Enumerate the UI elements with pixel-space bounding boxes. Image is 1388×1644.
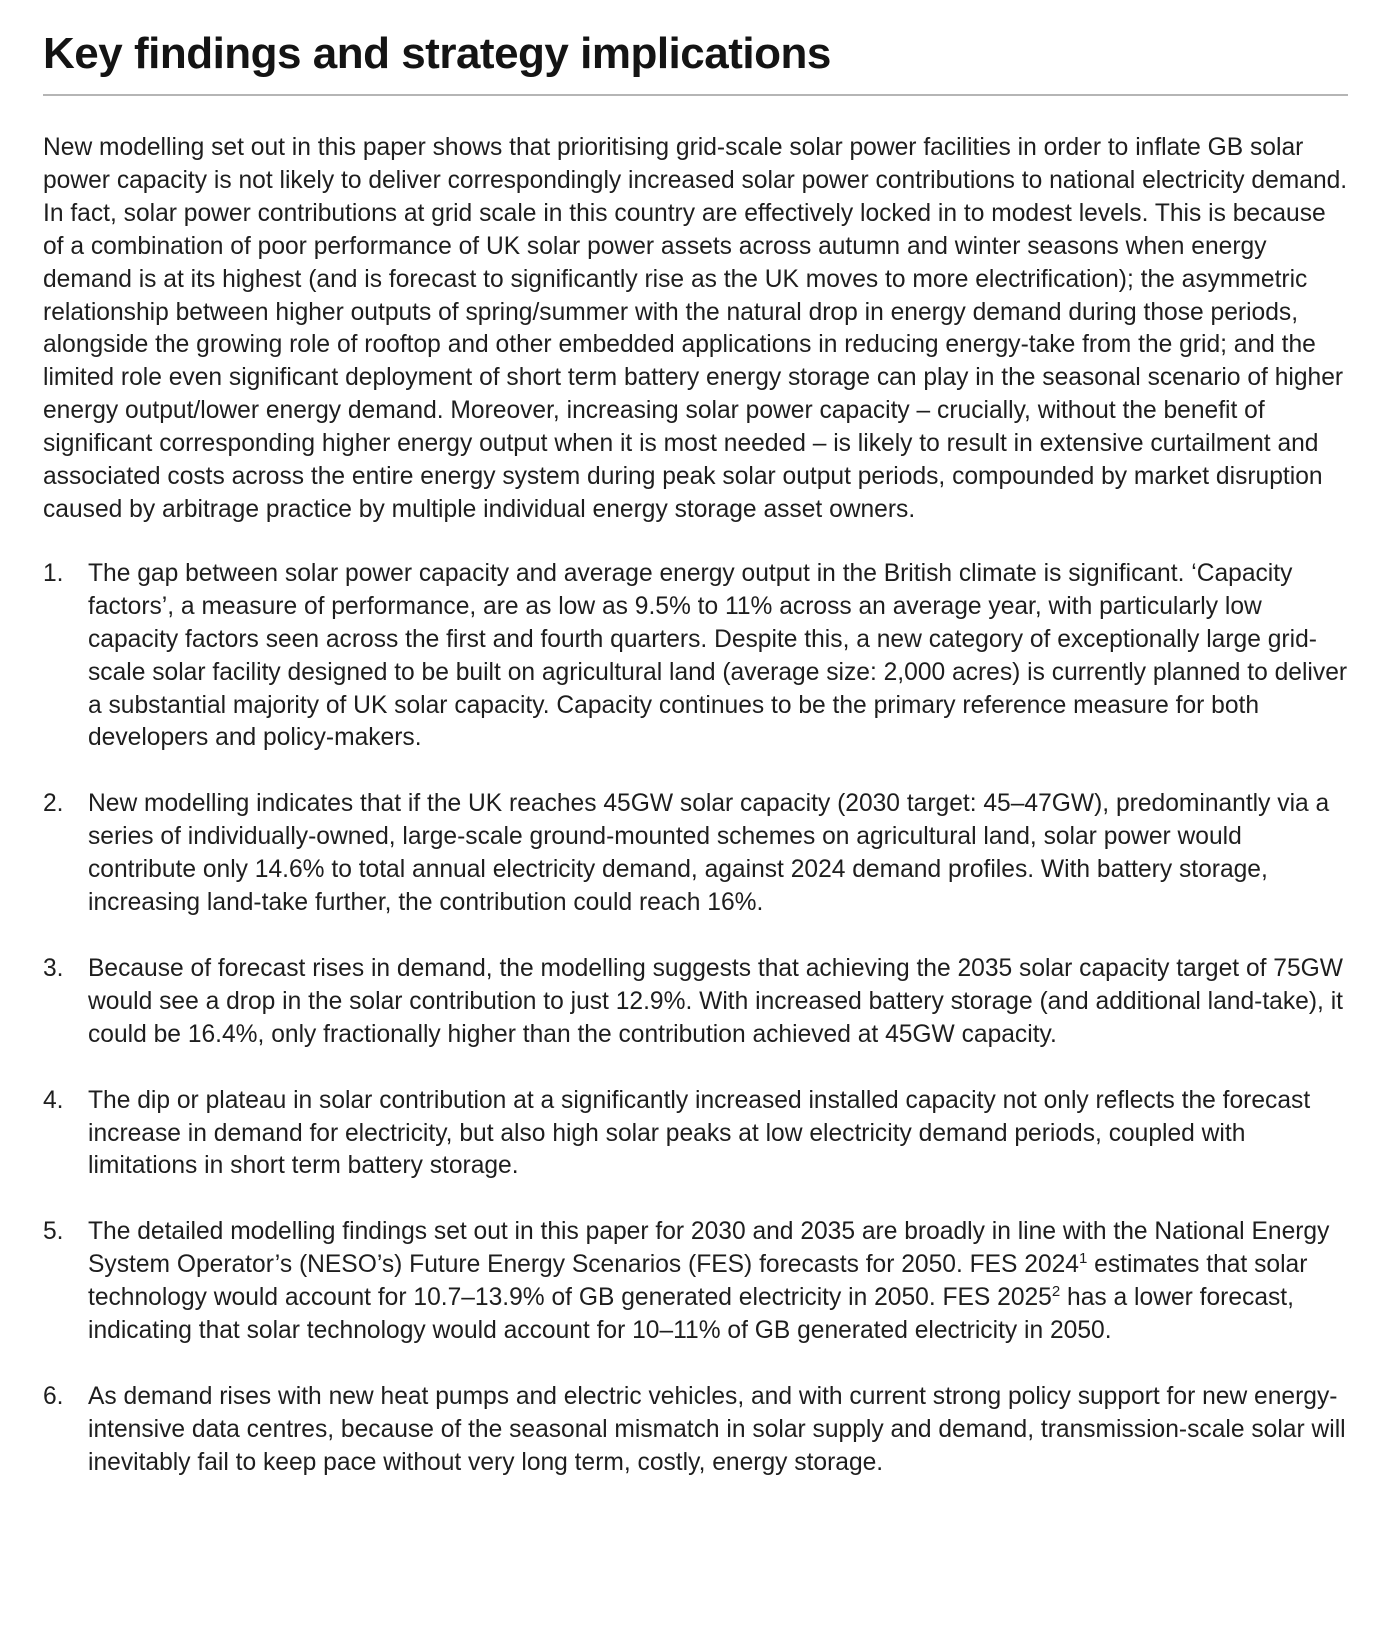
finding-item-1 xyxy=(43,558,1348,755)
page-title: Key findings and strategy implications xyxy=(43,29,831,78)
finding-text: The dip or plateau in solar contribution at a significantly increased installed capacity not only reflects the forecast increase in demand for electricity, but also high solar peaks at low electricity demand periods, coupled with limitations in short term battery storage. xyxy=(88,1086,1311,1180)
finding-text: The gap between solar power capacity and average energy output in the British climate is significant. ‘Capacity factors’, a measure of performance, are as low as 9.5% to 11% across an average year, with particularly low capacity factors seen across the first and fourth quarters. Despite this, a new category of exceptionally large grid-scale solar facility designed to be built on agricultural land (average size: 2,000 acres) is currently planned to deliver a substantial majority of UK solar capacity. Capacity continues to be the primary reference measure for both developers and policy-makers. xyxy=(88,559,1348,752)
finding-number: 6. xyxy=(43,1383,64,1410)
finding-text-part-b: estimates that solar technology would account for 10.7–13.9% of GB generated electricity in 2050. FES 2025 xyxy=(88,1251,1308,1312)
finding-number: 5. xyxy=(43,1218,64,1246)
intro-paragraph: New modelling set out in this paper shows that prioritising grid-scale solar power facilities in order to inflate GB solar power capacity is not likely to deliver correspondingly increased solar power contributions to national electricity demand. In fact, solar power contributions at grid scale in this country are effectively locked in to modest levels. This is because of a combination of poor performance of UK solar power assets across autumn and winter seasons when energy demand is at its highest (and is forecast to significantly rise as the UK moves to more electrification); the asymmetric relationship between higher outputs of spring/summer with the natural drop in energy demand during those periods, alongside the growing role of rooftop and other embedded applications in reducing energy-take from the grid; and the limited role even significant deployment of short term battery energy storage can play in the seasonal scenario of higher energy output/lower energy demand. Moreover, increasing solar power capacity – crucially, without the benefit of significant corresponding higher energy output when it is most needed – is likely to result in extensive curtailment and associated costs across the entire energy system during peak solar output periods, compounded by market disruption caused by arbitrage practice by multiple individual energy storage asset owners. xyxy=(43,134,1348,523)
finding-item-6 xyxy=(43,1381,1348,1480)
finding-number: 3. xyxy=(43,954,64,982)
title-divider xyxy=(43,94,1348,96)
document-page xyxy=(43,26,1348,1513)
finding-text-part-c: has a lower forecast, indicating that solar technology would account for 10–11% of GB generated electricity in 2050. xyxy=(88,1284,1294,1345)
finding-number: 1. xyxy=(43,559,64,587)
footnote-ref-1[interactable]: 1 xyxy=(1078,1250,1088,1268)
footnote-ref-2[interactable]: 2 xyxy=(1051,1283,1061,1300)
finding-text: As demand rises with new heat pumps and electric vehicles, and with current strong policy support for new energy-intensive data centres, because of the seasonal mismatch in solar supply and demand, transmission-scale solar will inevitably fail to keep pace without very long term, costly, energy storage. xyxy=(88,1383,1346,1476)
finding-number: 2. xyxy=(43,790,64,818)
finding-text: Because of forecast rises in demand, the modelling suggests that achieving the 2035 solar capacity target of 75GW would see a drop in the solar contribution to just 12.9%. With increased battery storage (and additional land-take), it could be 16.4%, only fractionally higher than the contribution achieved at 45GW capacity. xyxy=(88,954,1343,1048)
finding-number: 4. xyxy=(43,1086,64,1114)
finding-item-4 xyxy=(43,1085,1348,1184)
finding-text: New modelling indicates that if the UK reaches 45GW solar capacity (2030 target: 45–47GW), predominantly via a series of individually-owned, large-scale ground-mounted schemes on agricultural land, solar power would contribute only 14.6% to total annual electricity demand, against 2024 demand profiles. With battery storage, increasing land-take further, the contribution could reach 16%. xyxy=(88,790,1330,917)
finding-text-part-a: The detailed modelling findings set out in this paper for 2030 and 2035 are broadly in line with the National Energy System Operator’s (NESO’s) Future Energy Scenarios (FES) forecasts for 2050. FES 2024 xyxy=(88,1218,1330,1279)
key-findings-list xyxy=(43,558,1348,1480)
finding-item-3 xyxy=(43,953,1348,1052)
finding-item-2 xyxy=(43,788,1348,920)
finding-item-5 xyxy=(43,1216,1348,1348)
